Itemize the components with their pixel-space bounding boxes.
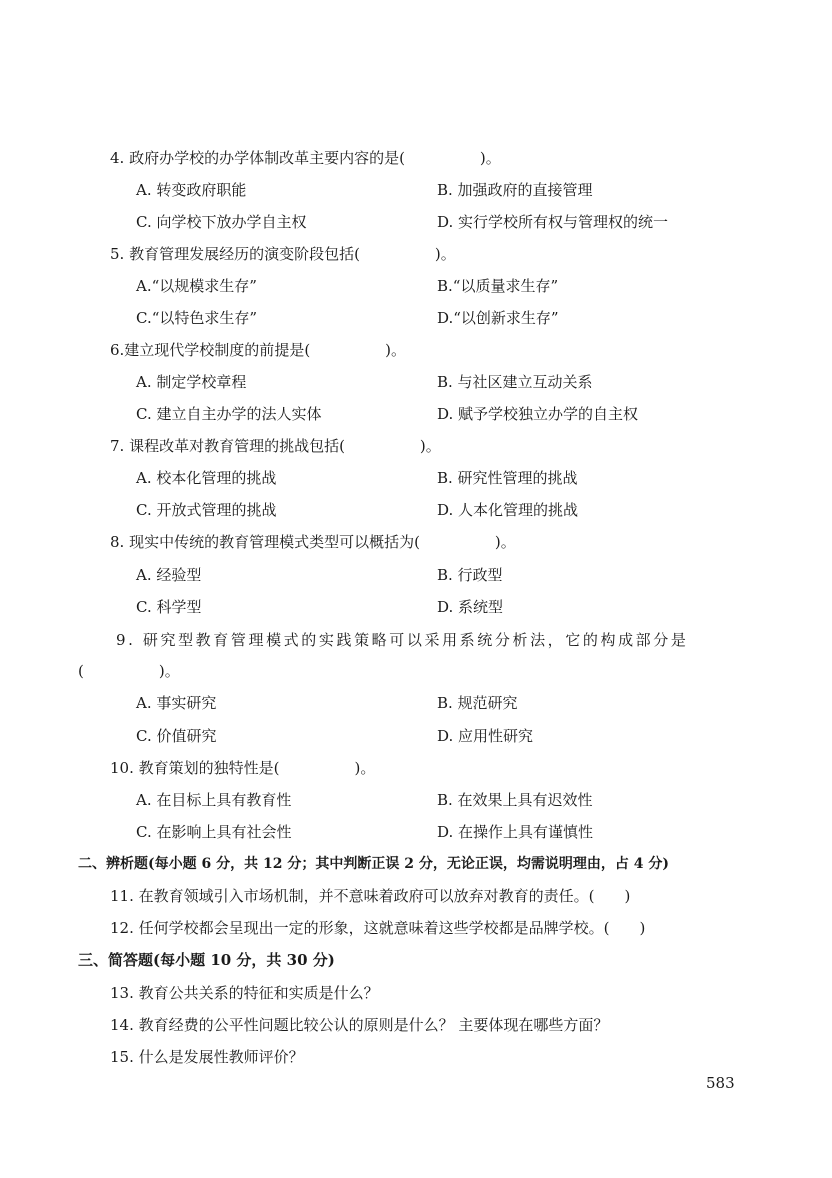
question-4-stem: 4. 政府办学校的办学体制改革主要内容的是( )。 [110, 149, 501, 167]
question-9-option-a: A. 事实研究 [136, 694, 217, 712]
question-6-option-b: B. 与社区建立互动关系 [437, 373, 593, 391]
question-10-stem: 10. 教育策划的独特性是( )。 [110, 759, 376, 777]
question-4-option-a: A. 转变政府职能 [136, 181, 247, 199]
question-10-option-c: C. 在影响上具有社会性 [136, 823, 292, 841]
question-4-option-b: B. 加强政府的直接管理 [437, 181, 593, 199]
question-6-option-a: A. 制定学校章程 [136, 373, 247, 391]
question-4-option-c: C. 向学校下放办学自主权 [136, 213, 307, 231]
question-12: 12. 任何学校都会呈现出一定的形象，这就意味着这些学校都是品牌学校。( ) [110, 919, 646, 937]
question-5-option-a: A.“以规模求生存” [136, 277, 257, 295]
question-10-option-a: A. 在目标上具有教育性 [136, 791, 292, 809]
question-9-option-c: C. 价值研究 [136, 727, 217, 745]
question-6-stem: 6.建立现代学校制度的前提是( )。 [110, 341, 407, 359]
section-2-heading: 二、辨析题(每小题 6 分，共 12 分；其中判断正误 2 分，无论正误，均需说明理由，占 4 分) [78, 856, 669, 872]
question-15: 15. 什么是发展性教师评价？ [110, 1048, 304, 1066]
section-3-heading: 三、简答题(每小题 10 分，共 30 分) [78, 951, 335, 969]
question-14: 14. 教育经费的公平性问题比较公认的原则是什么？ 主要体现在哪些方面？ [110, 1016, 609, 1034]
question-4-option-d: D. 实行学校所有权与管理权的统一 [437, 213, 669, 231]
question-7-option-d: D. 人本化管理的挑战 [437, 501, 579, 519]
question-9-option-b: B. 规范研究 [437, 694, 518, 712]
question-8-option-a: A. 经验型 [136, 566, 202, 584]
question-7-option-c: C. 开放式管理的挑战 [136, 501, 277, 519]
question-5-option-d: D.“以创新求生存” [437, 309, 559, 327]
page-number: 583 [706, 1074, 735, 1092]
question-7-option-a: A. 校本化管理的挑战 [136, 469, 277, 487]
question-10-option-d: D. 在操作上具有谨慎性 [437, 823, 594, 841]
question-5-stem: 5. 教育管理发展经历的演变阶段包括( )。 [110, 245, 456, 263]
question-5-option-c: C.“以特色求生存” [136, 309, 258, 327]
question-8-option-d: D. 系统型 [437, 598, 504, 616]
question-7-stem: 7. 课程改革对教育管理的挑战包括( )。 [110, 437, 441, 455]
question-10-option-b: B. 在效果上具有迟效性 [437, 791, 593, 809]
question-13: 13. 教育公共关系的特征和实质是什么？ [110, 984, 379, 1002]
question-11: 11. 在教育领域引入市场机制，并不意味着政府可以放弃对教育的责任。( ) [110, 887, 631, 905]
question-9-stem: 9. 研究型教育管理模式的实践策略可以采用系统分析法，它的构成部分是 [116, 631, 689, 649]
question-9-option-d: D. 应用性研究 [437, 727, 534, 745]
question-8-option-c: C. 科学型 [136, 598, 202, 616]
question-8-stem: 8. 现实中传统的教育管理模式类型可以概括为( )。 [110, 533, 516, 551]
question-5-option-b: B.“以质量求生存” [437, 277, 559, 295]
question-7-option-b: B. 研究性管理的挑战 [437, 469, 578, 487]
question-6-option-d: D. 赋予学校独立办学的自主权 [437, 405, 639, 423]
question-6-option-c: C. 建立自主办学的法人实体 [136, 405, 322, 423]
question-9-stem-continued: ( )。 [78, 662, 180, 680]
question-8-option-b: B. 行政型 [437, 566, 503, 584]
